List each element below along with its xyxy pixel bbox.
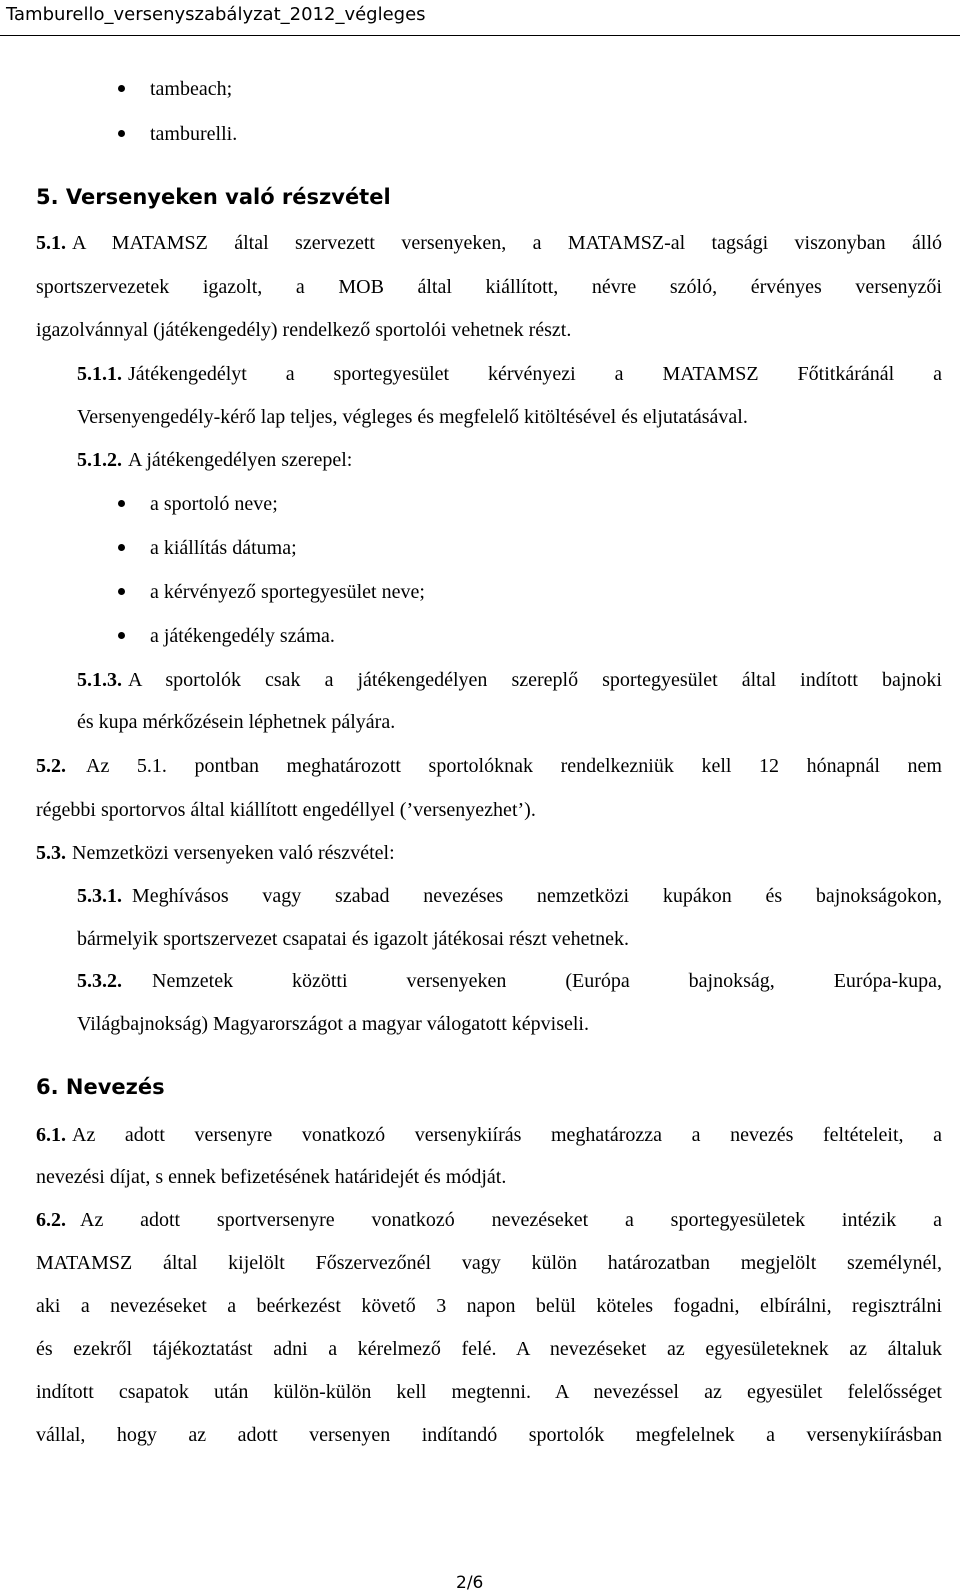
paragraph-5-1-1: [77, 361, 942, 387]
paragraph-line: régebbi sportorvos által kiállított engedéllyel (’versenyezhet’).: [36, 799, 536, 821]
paragraph-5-1-2: [77, 447, 352, 473]
paragraph-text: Nemzetközi versenyeken való részvétel:: [72, 842, 395, 864]
paragraph-number: 5.1.: [36, 232, 66, 254]
list-item: tambeach;: [150, 78, 233, 100]
paragraph-line: Az 5.1. pontban meghatározott sportolóknak rendelkezniük kell 12 hónapnál nem: [86, 755, 942, 777]
list-item: a kiállítás dátuma;: [150, 537, 297, 559]
section-heading-5: 5. Versenyeken való részvétel: [36, 185, 391, 209]
paragraph-text: A játékengedélyen szerepel:: [128, 449, 353, 471]
paragraph-line-text: vállal, hogy az adott versenyen indítandó sportolók megfelelnek a versenykiírásban: [36, 1424, 942, 1446]
paragraph-line: [36, 1422, 942, 1448]
bullet-icon: [118, 500, 125, 507]
paragraph-number: 6.1.: [36, 1124, 66, 1146]
bullet-icon: [118, 588, 125, 595]
paragraph-line: [36, 1379, 942, 1405]
paragraph-line-text: és ezekről tájékoztatást adni a kérelmező felé. A nevezéseket az egyesületeknek az általuk: [36, 1338, 942, 1360]
paragraph-line: A MATAMSZ által szervezett versenyeken, a MATAMSZ-al tagsági viszonyban álló: [72, 232, 942, 254]
paragraph-number: 5.3.1.: [77, 885, 122, 907]
paragraph-line: [36, 1293, 942, 1319]
paragraph-line-text: indított csapatok után külön-külön kell megtenni. A nevezéssel az egyesület felelősséget: [36, 1381, 942, 1403]
list-item: tamburelli.: [150, 123, 238, 145]
paragraph-line: Meghívásos vagy szabad nevezéses nemzetközi kupákon és bajnokságokon,: [132, 885, 942, 907]
paragraph-number: 5.1.1.: [77, 363, 122, 385]
paragraph-line: Világbajnokság) Magyarországot a magyar válogatott képviseli.: [77, 1013, 589, 1035]
paragraph-line: A sportolók csak a játékengedélyen szereplő sportegyesület által indított bajnoki: [128, 669, 942, 691]
paragraph-5-3: [36, 840, 395, 866]
bullet-icon: [118, 544, 125, 551]
paragraph-number: 5.3.: [36, 842, 66, 864]
paragraph-5-3-2: [77, 968, 942, 994]
paragraph-line: Játékengedélyt a sportegyesület kérvényezi a MATAMSZ Főtitkáránál a: [128, 363, 942, 385]
paragraph-line: és kupa mérkőzésein léphetnek pályára.: [77, 711, 396, 733]
paragraph-number: 6.2.: [36, 1209, 66, 1231]
bullet-icon: [118, 632, 125, 639]
paragraph-line: bármelyik sportszervezet csapatai és igazolt játékosai részt vehetnek.: [77, 928, 629, 950]
document-header: [0, 0, 960, 36]
paragraph-number: 5.2.: [36, 755, 66, 777]
paragraph-5-1: [36, 230, 942, 256]
paragraph-line-text: sportszervezetek igazolt, a MOB által kiállított, névre szóló, érvényes versenyzői: [36, 276, 942, 298]
page-number: 2/6: [456, 1573, 484, 1593]
paragraph-line: Versenyengedély-kérő lap teljes, végleges és megfelelő kitöltésével és eljutatásával.: [77, 406, 748, 428]
paragraph-line: [36, 1250, 942, 1276]
paragraph-line: igazolvánnyal (játékengedély) rendelkező sportolói vehetnek részt.: [36, 319, 572, 341]
paragraph-number: 5.1.3.: [77, 669, 122, 691]
paragraph-line: Nemzetek közötti versenyeken (Európa bajnokság, Európa-kupa,: [152, 970, 942, 992]
list-item: a sportoló neve;: [150, 493, 278, 515]
paragraph-6-2: [36, 1207, 942, 1233]
paragraph-line: Az adott sportversenyre vonatkozó nevezéseket a sportegyesületek intézik a: [80, 1209, 942, 1231]
paragraph-6-1: [36, 1122, 942, 1148]
paragraph-line-text: MATAMSZ által kijelölt Főszervezőnél vagy külön határozatban megjelölt személynél,: [36, 1252, 942, 1274]
paragraph-number: 5.1.2.: [77, 449, 122, 471]
paragraph-line-text: aki a nevezéseket a beérkezést követő 3 napon belül köteles fogadni, elbírálni, regisztrálni: [36, 1295, 942, 1317]
bullet-icon: [118, 130, 125, 137]
list-item: a játékengedély száma.: [150, 625, 335, 647]
paragraph-line: [36, 274, 942, 300]
paragraph-line: nevezési díjat, s ennek befizetésének határidejét és módját.: [36, 1166, 507, 1188]
list-item: a kérvényező sportegyesület neve;: [150, 581, 425, 603]
bullet-icon: [118, 85, 125, 92]
paragraph-number: 5.3.2.: [77, 970, 122, 992]
paragraph-5-1-3: [77, 667, 942, 693]
paragraph-line: Az adott versenyre vonatkozó versenykiírás meghatározza a nevezés feltételeit, a: [72, 1124, 942, 1146]
paragraph-line: [36, 1336, 942, 1362]
document-title: Tamburello_versenyszabályzat_2012_végleges: [6, 4, 426, 25]
section-heading-6: 6. Nevezés: [36, 1075, 165, 1099]
paragraph-5-3-1: [77, 883, 942, 909]
paragraph-5-2: [36, 753, 942, 779]
